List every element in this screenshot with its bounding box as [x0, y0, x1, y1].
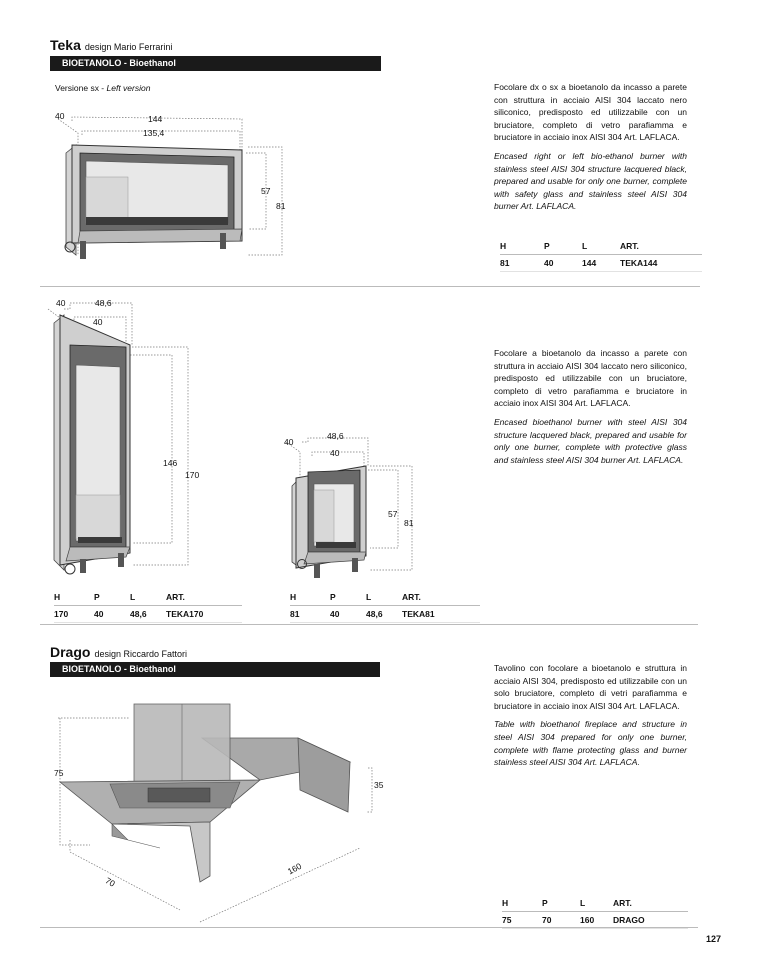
teka-description-1 — [494, 81, 687, 219]
spec-art-header: ART. — [620, 238, 702, 255]
teka170-foot-right — [118, 553, 124, 567]
teka-designer: design Mario Ferrarini — [84, 42, 173, 52]
drago-height-total-label: 75 — [54, 768, 64, 778]
spec-l-header: L — [130, 589, 166, 606]
spec-l-header: L — [580, 895, 613, 912]
version-label: Versione sx - — [55, 83, 107, 93]
drago-designer: design Riccardo Fattori — [94, 649, 187, 659]
teka-category-bar: BIOETANOLO - Bioethanol — [50, 56, 381, 71]
spec-art-header: ART. — [402, 589, 480, 606]
spec-value-row — [502, 912, 688, 929]
teka-desc-en-1: Encased right or left bio-ethanol burner with stainless steel AISI 304 structure lacquered black, prepared and usable for only one burner, complete with safety glass and stainless steel AISI 304 burner Art. LAFLACA. — [494, 150, 687, 212]
teka144-height-label: 81 — [276, 201, 286, 211]
spec-l-value: 48,6 — [130, 606, 166, 623]
teka81-glass — [314, 490, 334, 542]
teka81-foot-left — [314, 564, 320, 578]
drago-category-bar: BIOETANOLO - Bioethanol — [50, 662, 380, 677]
drago-front-leg — [112, 822, 210, 882]
drago-height-table-label: 35 — [374, 780, 384, 790]
teka170-inner-height-label: 146 — [163, 458, 178, 468]
teka170-depth-label: 40 — [56, 298, 66, 308]
teka144-glass — [86, 177, 128, 223]
teka81-drawing — [280, 428, 420, 583]
spec-p-value: 40 — [330, 606, 366, 623]
drago-description — [494, 662, 687, 775]
drago-desc-it: Tavolino con focolare a bioetanolo e struttura in acciaio AISI 304, predisposto ed utilizzabile con un solo bruciatore, completo di vetri parafiamma e bruciatore in acciaio inox AISI 304 Art. LAFLACA. — [494, 663, 687, 711]
spec-header-row — [500, 238, 702, 255]
section-divider-2 — [40, 624, 698, 625]
spec-l-value: 144 — [582, 255, 620, 272]
teka170-drawing — [40, 295, 220, 585]
teka144-depth-label: 40 — [55, 111, 65, 121]
spec-p-header: P — [542, 895, 580, 912]
teka144-burner-tray — [86, 217, 228, 225]
teka-desc-it-1: Focolare dx o sx a bioetanolo da incasso a parete con struttura in acciaio AISI 304 laccato nero siliconico, predisposto ed utilizzabile con un bruciatore, completo di vetro parafiamma e bruciatore in acciaio inox AISI 304 Art. LAFLACA. — [494, 82, 687, 143]
teka144-inner-width-label: 135,4 — [143, 128, 165, 138]
drago-spec-table — [502, 895, 688, 929]
spec-h-value: 170 — [54, 606, 94, 623]
teka144-inner-height-label: 57 — [261, 186, 271, 196]
drago-name: Drago — [50, 644, 91, 660]
teka144-width-label: 144 — [148, 114, 163, 124]
spec-p-header: P — [330, 589, 366, 606]
teka-title — [50, 37, 172, 53]
spec-p-value: 70 — [542, 912, 580, 929]
page-number: 127 — [706, 934, 722, 944]
teka170-foot-left — [80, 559, 86, 573]
spec-value-row — [290, 606, 480, 623]
spec-h-value: 75 — [502, 912, 542, 929]
spec-value-row — [500, 255, 702, 272]
teka-description-2 — [494, 347, 687, 472]
spec-h-value: 81 — [290, 606, 330, 623]
spec-art-value: DRAGO — [613, 912, 688, 929]
teka81-height-label: 81 — [404, 518, 414, 528]
spec-value-row — [54, 606, 242, 623]
spec-h-header: H — [502, 895, 542, 912]
drago-burner — [148, 788, 210, 802]
teka81-width-label: 48,6 — [327, 431, 344, 441]
spec-art-header: ART. — [613, 895, 688, 912]
teka81-foot-right — [352, 558, 358, 572]
drago-depth-label: 70 — [103, 875, 117, 889]
teka-desc-it-2: Focolare a bioetanolo da incasso a parete con struttura in acciaio AISI 304 laccato nero siliconico, predisposto ed utilizzabile con un bruciatore, completo di vetro parafiamma e bruciatore in acciaio inox AISI 304 Art. LAFLACA. — [494, 348, 687, 409]
teka170-burner-tray — [78, 537, 122, 543]
spec-art-value: TEKA170 — [166, 606, 242, 623]
teka144-foot-right — [220, 233, 226, 249]
teka81-depth-label: 40 — [284, 437, 294, 447]
spec-h-header: H — [500, 238, 544, 255]
teka170-width-label: 48,6 — [95, 298, 112, 308]
spec-h-header: H — [54, 589, 94, 606]
teka-name: Teka — [50, 37, 81, 53]
teka-version-caption — [55, 83, 150, 93]
spec-l-value: 160 — [580, 912, 613, 929]
teka170-glass — [76, 495, 120, 539]
spec-p-value: 40 — [544, 255, 582, 272]
spec-h-header: H — [290, 589, 330, 606]
section-divider-1 — [40, 286, 700, 287]
teka170-height-label: 170 — [185, 470, 200, 480]
spec-p-header: P — [544, 238, 582, 255]
version-label-en: Left version — [106, 83, 151, 93]
teka144-foot-left — [80, 241, 86, 259]
teka170-spec-table — [54, 589, 242, 623]
spec-l-header: L — [366, 589, 402, 606]
teka144-spec-table — [500, 238, 702, 272]
drago-desc-en: Table with bioethanol fireplace and structure in steel AISI 304 prepared for only one burner, complete with flame protecting glass and burner stainless steel AISI 304 Art. LAFLACA. — [494, 719, 687, 768]
spec-header-row — [290, 589, 480, 606]
drago-side-leg-right — [298, 738, 350, 812]
teka81-spec-table — [290, 589, 480, 623]
drago-lower-shelf — [112, 824, 160, 848]
spec-l-value: 48,6 — [366, 606, 402, 623]
section-divider-3 — [40, 927, 698, 928]
spec-header-row — [502, 895, 688, 912]
teka81-burner-tray — [316, 542, 356, 548]
spec-art-value: TEKA81 — [402, 606, 480, 623]
spec-p-value: 40 — [94, 606, 130, 623]
teka81-inner-width-label: 40 — [330, 448, 340, 458]
drago-drawing — [50, 700, 390, 925]
spec-h-value: 81 — [500, 255, 544, 272]
drago-length-label: 160 — [285, 860, 304, 877]
spec-art-value: TEKA144 — [620, 255, 702, 272]
teka81-inner-height-label: 57 — [388, 509, 398, 519]
spec-art-header: ART. — [166, 589, 242, 606]
teka170-wheel — [65, 564, 75, 574]
teka-desc-en-2: Encased bioethanol burner with steel AISI 304 structure lacquered black, prepared and usable for only one burner, complete with protective glass and stainless steel AISI 304 burner Art. LAFLACA. — [494, 416, 687, 465]
teka144-drawing — [50, 105, 290, 275]
spec-header-row — [54, 589, 242, 606]
drago-title — [50, 644, 187, 660]
spec-p-header: P — [94, 589, 130, 606]
teka144-base — [78, 229, 242, 243]
spec-l-header: L — [582, 238, 620, 255]
teka170-inner-width-label: 40 — [93, 317, 103, 327]
